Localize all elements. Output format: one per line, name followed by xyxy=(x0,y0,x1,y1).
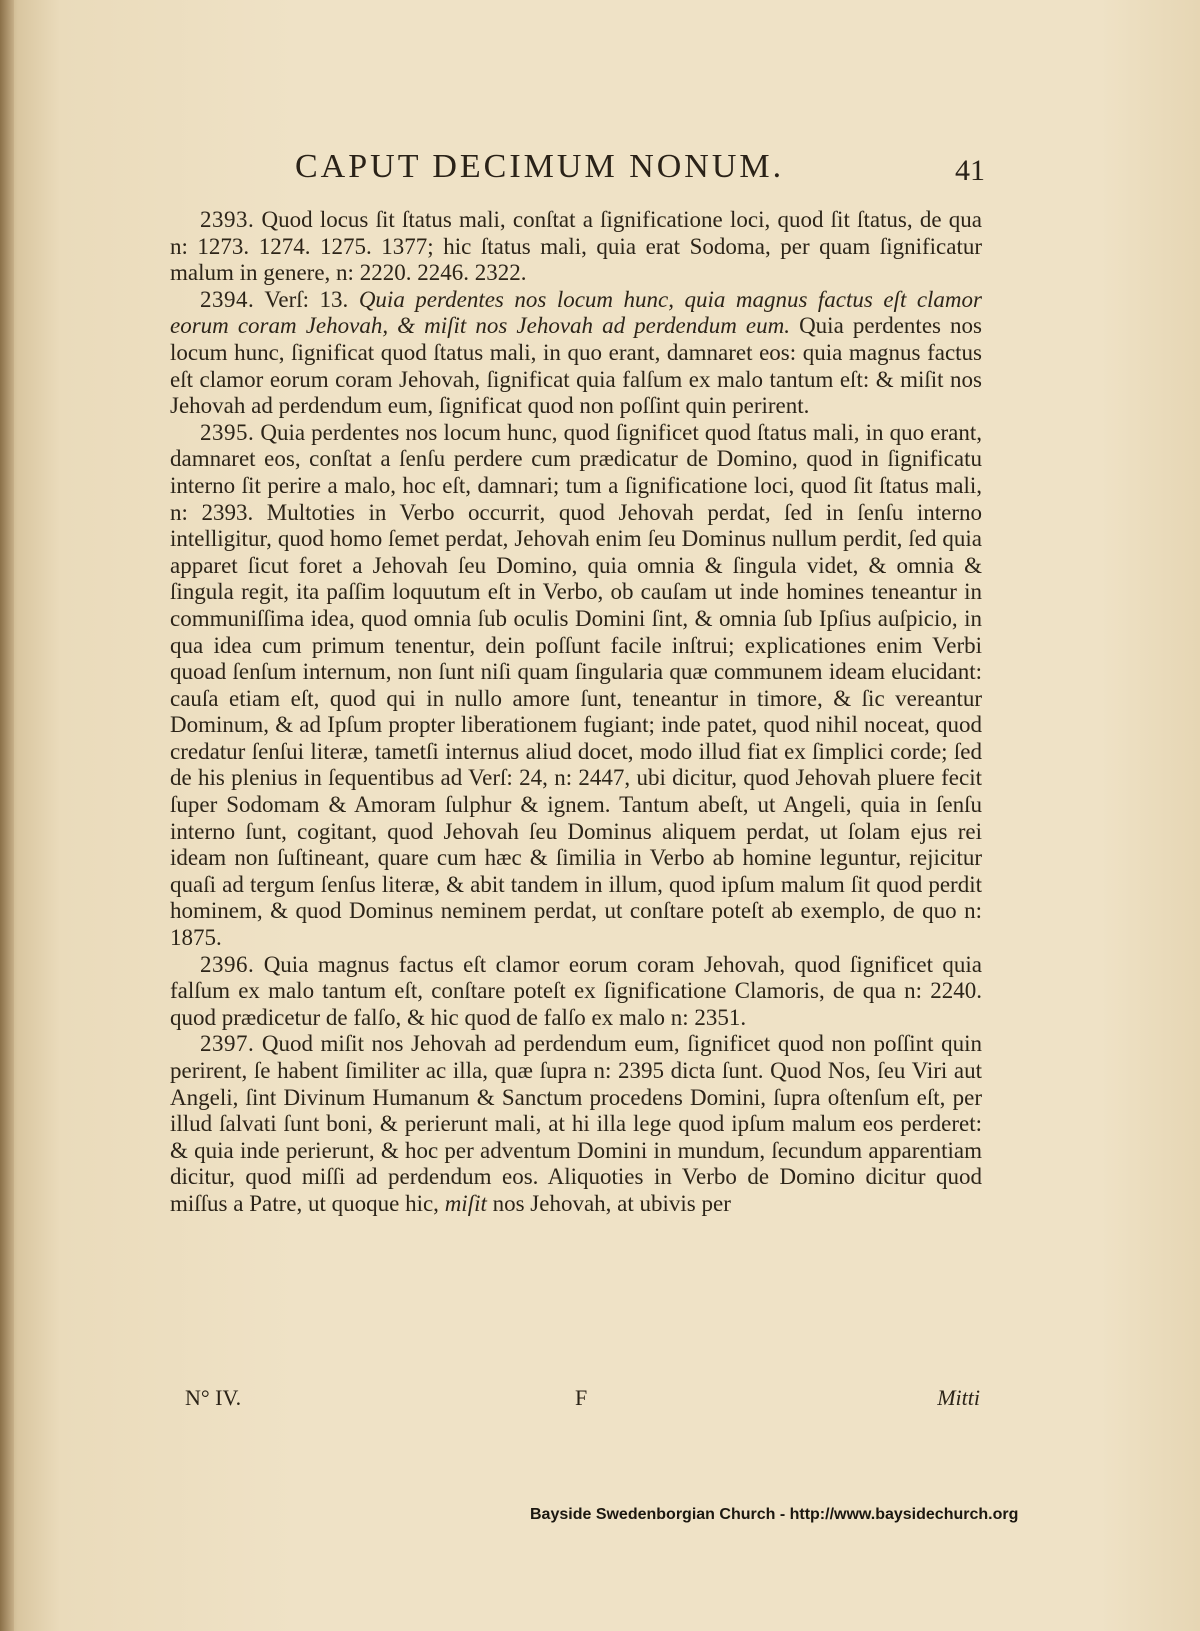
page-number: 41 xyxy=(955,154,985,187)
paragraph-number: 2393. xyxy=(200,207,255,232)
signature-mark: N° IV. xyxy=(185,1385,242,1410)
paragraph-number: 2396. xyxy=(200,951,255,977)
page-footer xyxy=(180,1385,980,1415)
paragraph-text: Quia magnus factus eſt clamor eorum coram Jehovah, quod ſignificet quia falſum ex malo tantum eſt, conſtare poteſt ex ſignificatione Clamoris, de qua n: 2240. quod prædicetur de falſo, & hic quod de falſo ex malo n: 2351. xyxy=(170,951,982,1030)
paragraph-2394 xyxy=(170,287,982,420)
italic-word: miſit xyxy=(444,1190,487,1216)
paragraph-number: 2395. xyxy=(200,419,255,445)
paragraph-number: 2397. xyxy=(200,1031,255,1057)
page-gutter-shadow xyxy=(0,0,14,1631)
paragraph-text: Quod locus ſit ſtatus mali, conſtat a ſignificatione loci, quod ſit ſtatus, de qua n: 1273. 1274. 1275. 1377; hic ſtatus mali, quia erat Sodoma, per quam ſignificatur malum in genere, n: 2220. 2246. 2322. xyxy=(170,207,983,286)
paragraph-text: Quia perdentes nos locum hunc, ſignificat quod ſtatus mali, in quo erant, damnaret eos: quia magnus factus eſt clamor eorum coram Jehovah, ſignificat quia falſum ex malo tantum eſt: & miſit nos Jehovah ad perdendum eum, ſignificat quod non poſſint quin perirent. xyxy=(170,313,983,419)
verse-reference: Verſ: 13. xyxy=(264,286,349,312)
page-body xyxy=(170,207,982,1218)
gathering-letter: F xyxy=(575,1385,588,1410)
paragraph-text: Quia perdentes nos locum hunc, quod ſignificet quod ſtatus mali, in quo erant, damnaret eos, conſtat a ſenſu perdere cum prædicatur de Domino, quod in ſignificatu interno ſit perire a malo, hoc eſt, damnari; tum a ſignificatione loci, quod ſit ſtatus mali, n: 2393. Multoties in Verbo occurrit, quod Jehovah perdat, ſed in ſenſu interno intelligitur, quod homo ſemet perdat, Jehovah enim ſeu Dominus nullum perdit, ſed quia apparet ſicut foret a Jehovah ſeu Domino, quia omnia & ſingula videt, & omnia & ſingula regit, ita paſſim loquutum eſt in Verbo, ob cauſam ut inde homines teneantur in communiſſima idea, quod omnia ſub oculis Domini ſint, & omnia ſub Ipſius auſpicio, in qua idea cum primum tenentur, dein poſſunt facile inſtrui; explicationes enim Verbi quoad ſenſum internum, non ſunt niſi quam ſingularia quæ communem ideam elucidant: cauſa etiam eſt, quod qui in nullo amore ſunt, teneantur in timore, & ſic vereantur Dominum, & ad Ipſum propter liberationem fugiant; inde patet, quod nihil noceat, quod credatur ſenſui literæ, tametſi internus aliud docet, modo illud fiat ex ſimplici corde; ſed de his plenius in ſequentibus ad Verſ: 24, n: 2447, ubi dicitur, quod Jehovah pluere fecit ſuper Sodomam & Amoram ſulphur & ignem. Tantum abeſt, ut Angeli, quia in ſenſu interno ſunt, cogitant, quod Jehovah ſeu Dominus aliquem perdat, ut ſolam ejus rei ideam non ſuſtineant, quare cum hæc & ſimilia in Verbo ab homine leguntur, rejicitur quaſi ad tergum ſenſus literæ, & abit tandem in illum, quod ipſum malum ſit quod perdit hominem, & quod Dominus neminem perdat, ut conſtare poteſt ab exemplo, de quo n: 1875. xyxy=(170,419,982,951)
paragraph-number: 2394. xyxy=(200,286,255,312)
paragraph-text-end: nos Jehovah, at ubivis per xyxy=(492,1190,731,1216)
page-header xyxy=(240,148,1000,198)
scripture-quote: Quia perdentes nos locum hunc, quia magnus factus eſt clamor eorum coram Jehovah, & miſit nos Jehovah ad perdendum eum. xyxy=(170,286,982,339)
paragraph-text: Quod miſit nos Jehovah ad perdendum eum, ſignificet quod non poſſint quin perirent, ſe habent ſimiliter ac illa, quæ ſupra n: 2395 dicta ſunt. Quod Nos, ſeu Viri aut Angeli, ſint Divinum Humanum & Sanctum procedens Domini, ſupra oſtenſum eſt, per illud ſalvati ſunt boni, & perierunt mali, at hi illa lege quod ipſum malum eos perderet: & quia inde perierunt, & hoc per adventum Domini in mundum, ſecundum apparentiam dicitur, quod miſſi ad perdendum eos. Aliquoties in Verbo de Domino dicitur quod miſſus a Patre, ut quoque hic, xyxy=(170,1031,982,1216)
paragraph-2393 xyxy=(170,207,982,287)
running-title: CAPUT DECIMUM NONUM. xyxy=(295,148,785,185)
catchword: Mitti xyxy=(937,1385,980,1410)
watermark-text: Bayside Swedenborgian Church - http://www.baysidechurch.org xyxy=(530,1506,1019,1523)
paragraph-2397 xyxy=(170,1031,982,1217)
paragraph-2395 xyxy=(170,420,982,952)
paragraph-2396 xyxy=(170,952,982,1032)
